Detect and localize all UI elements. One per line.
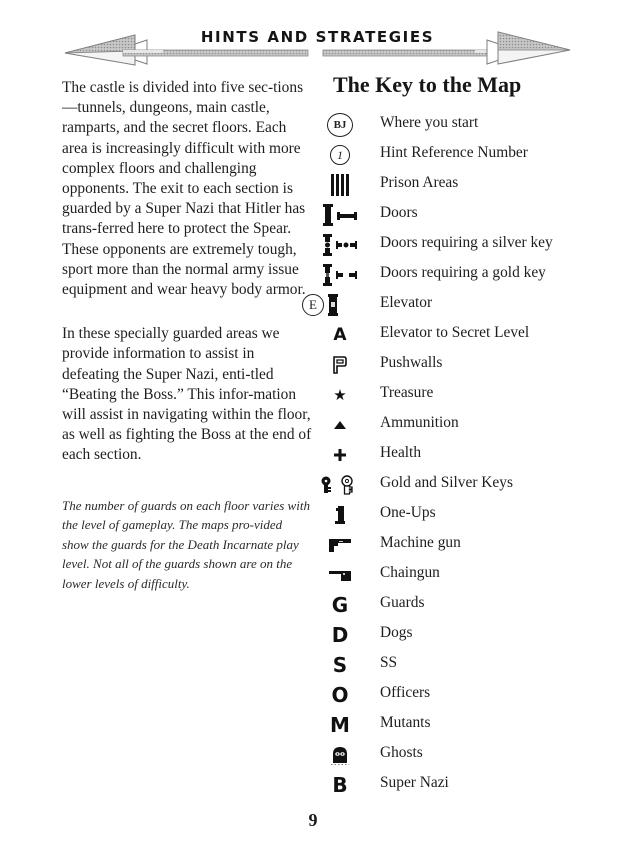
key-item-treasure: [300, 380, 610, 410]
key-label: Gold and Silver Keys: [380, 474, 513, 491]
elevator-icon: E: [300, 290, 382, 320]
key-label: Where you start: [380, 114, 479, 131]
key-to-map-title: The Key to the Map: [333, 72, 522, 97]
key-label: Machine gun: [380, 534, 461, 551]
key-item-hint-number: [300, 140, 610, 170]
key-label: Chaingun: [380, 564, 440, 581]
key-item-officers: [300, 680, 610, 710]
key-label: SS: [380, 654, 398, 671]
one-up-icon: [300, 500, 380, 530]
key-item-super-nazi: [300, 770, 610, 800]
key-item-doors: [300, 200, 610, 230]
key-label: Ammunition: [380, 414, 459, 431]
machine-gun-icon: [300, 530, 380, 560]
key-item-start: [300, 110, 610, 140]
castle-sections-paragraph: The castle is divided into five sec-tions—tunnels, dungeons, main castle, ramparts, and the secret floors. Each area is increasingly difficult with more complex floors and challenging opponents. The exit to each section is guarded by a Super Nazi that Hitler has trans-ferred here to protect the Spear. These opponents are extremely tough, sport more than the normal army issue equipment and wear heavy body armor.: [62, 79, 306, 299]
guard-icon: G: [331, 593, 349, 617]
key-label: Elevator to Secret Level: [380, 324, 530, 341]
key-item-pushwalls: [300, 350, 610, 380]
pushwall-icon: [300, 350, 380, 380]
prison-bars-icon: [300, 170, 380, 200]
key-label: Officers: [380, 684, 431, 701]
chaingun-icon: [300, 560, 380, 590]
page-number: 9: [308, 810, 318, 830]
key-label: Treasure: [380, 384, 434, 401]
key-label: Dogs: [380, 624, 413, 641]
officer-icon: O: [331, 683, 349, 707]
key-label: Pushwalls: [380, 354, 443, 371]
key-item-prison: [300, 170, 610, 200]
silver-key-door-icon: [300, 230, 380, 260]
key-label: Hint Reference Number: [380, 144, 528, 161]
super-nazi-icon: B: [332, 773, 348, 797]
hint-number-icon: 1: [300, 140, 380, 170]
key-item-dogs: [300, 620, 610, 650]
key-label: Elevator: [380, 294, 433, 311]
door-icon: [300, 200, 380, 230]
key-item-ghosts: [300, 740, 610, 770]
key-item-one-ups: [300, 500, 610, 530]
silver-key-icon: [340, 475, 354, 495]
ss-icon: S: [332, 653, 348, 677]
key-label: Prison Areas: [380, 174, 459, 191]
map-key-list: [300, 110, 610, 800]
key-item-elevator: [300, 290, 610, 320]
key-label: Doors requiring a gold key: [380, 264, 546, 281]
ghost-icon: [300, 740, 380, 770]
key-item-mutants: [300, 710, 610, 740]
key-label: Mutants: [380, 714, 431, 731]
key-label: Doors: [380, 204, 418, 221]
header-banner: [55, 22, 580, 67]
beating-the-boss-paragraph: In these specially guarded areas we provide information to assist in defeating the Super Nazi, enti-tled “Beating the Boss.” This infor-mation will assist in navigating within the floor, as well as fighting the Boss at the end of each section.: [62, 325, 312, 464]
key-item-ss: [300, 650, 610, 680]
key-label: Doors requiring a silver key: [380, 234, 553, 251]
key-label: Guards: [380, 594, 425, 611]
key-item-gold-door: [300, 260, 610, 290]
mutant-icon: M: [330, 713, 350, 737]
key-item-ammunition: [300, 410, 610, 440]
gold-key-door-icon: [300, 260, 380, 290]
key-item-guards: [300, 590, 610, 620]
key-item-health: [300, 440, 610, 470]
key-item-silver-door: [300, 230, 610, 260]
dog-icon: D: [331, 623, 349, 647]
gold-key-icon: [320, 476, 332, 494]
ammunition-icon: [300, 410, 380, 440]
left-column: [62, 78, 312, 594]
treasure-star-icon: ★: [333, 386, 347, 404]
health-cross-icon: [300, 440, 380, 470]
secret-elevator-icon: A: [333, 324, 347, 345]
key-label: Ghosts: [380, 744, 423, 761]
key-item-secret-elevator: [300, 320, 610, 350]
key-label: Super Nazi: [380, 774, 449, 791]
page-header-title: HINTS AND STRATEGIES: [200, 28, 435, 46]
guards-difficulty-note: The number of guards on each floor varies with the level of gameplay. The maps pro-vided show the guards for the Death Incarnate play level. Not all of the guards shown are on the lower levels of difficulty.: [62, 497, 310, 592]
key-label: One-Ups: [380, 504, 436, 521]
bj-start-icon: BJ: [300, 110, 380, 140]
key-item-machine-gun: [300, 530, 610, 560]
key-label: Health: [380, 444, 422, 461]
key-item-chaingun: [300, 560, 610, 590]
key-item-keys: [300, 470, 610, 500]
